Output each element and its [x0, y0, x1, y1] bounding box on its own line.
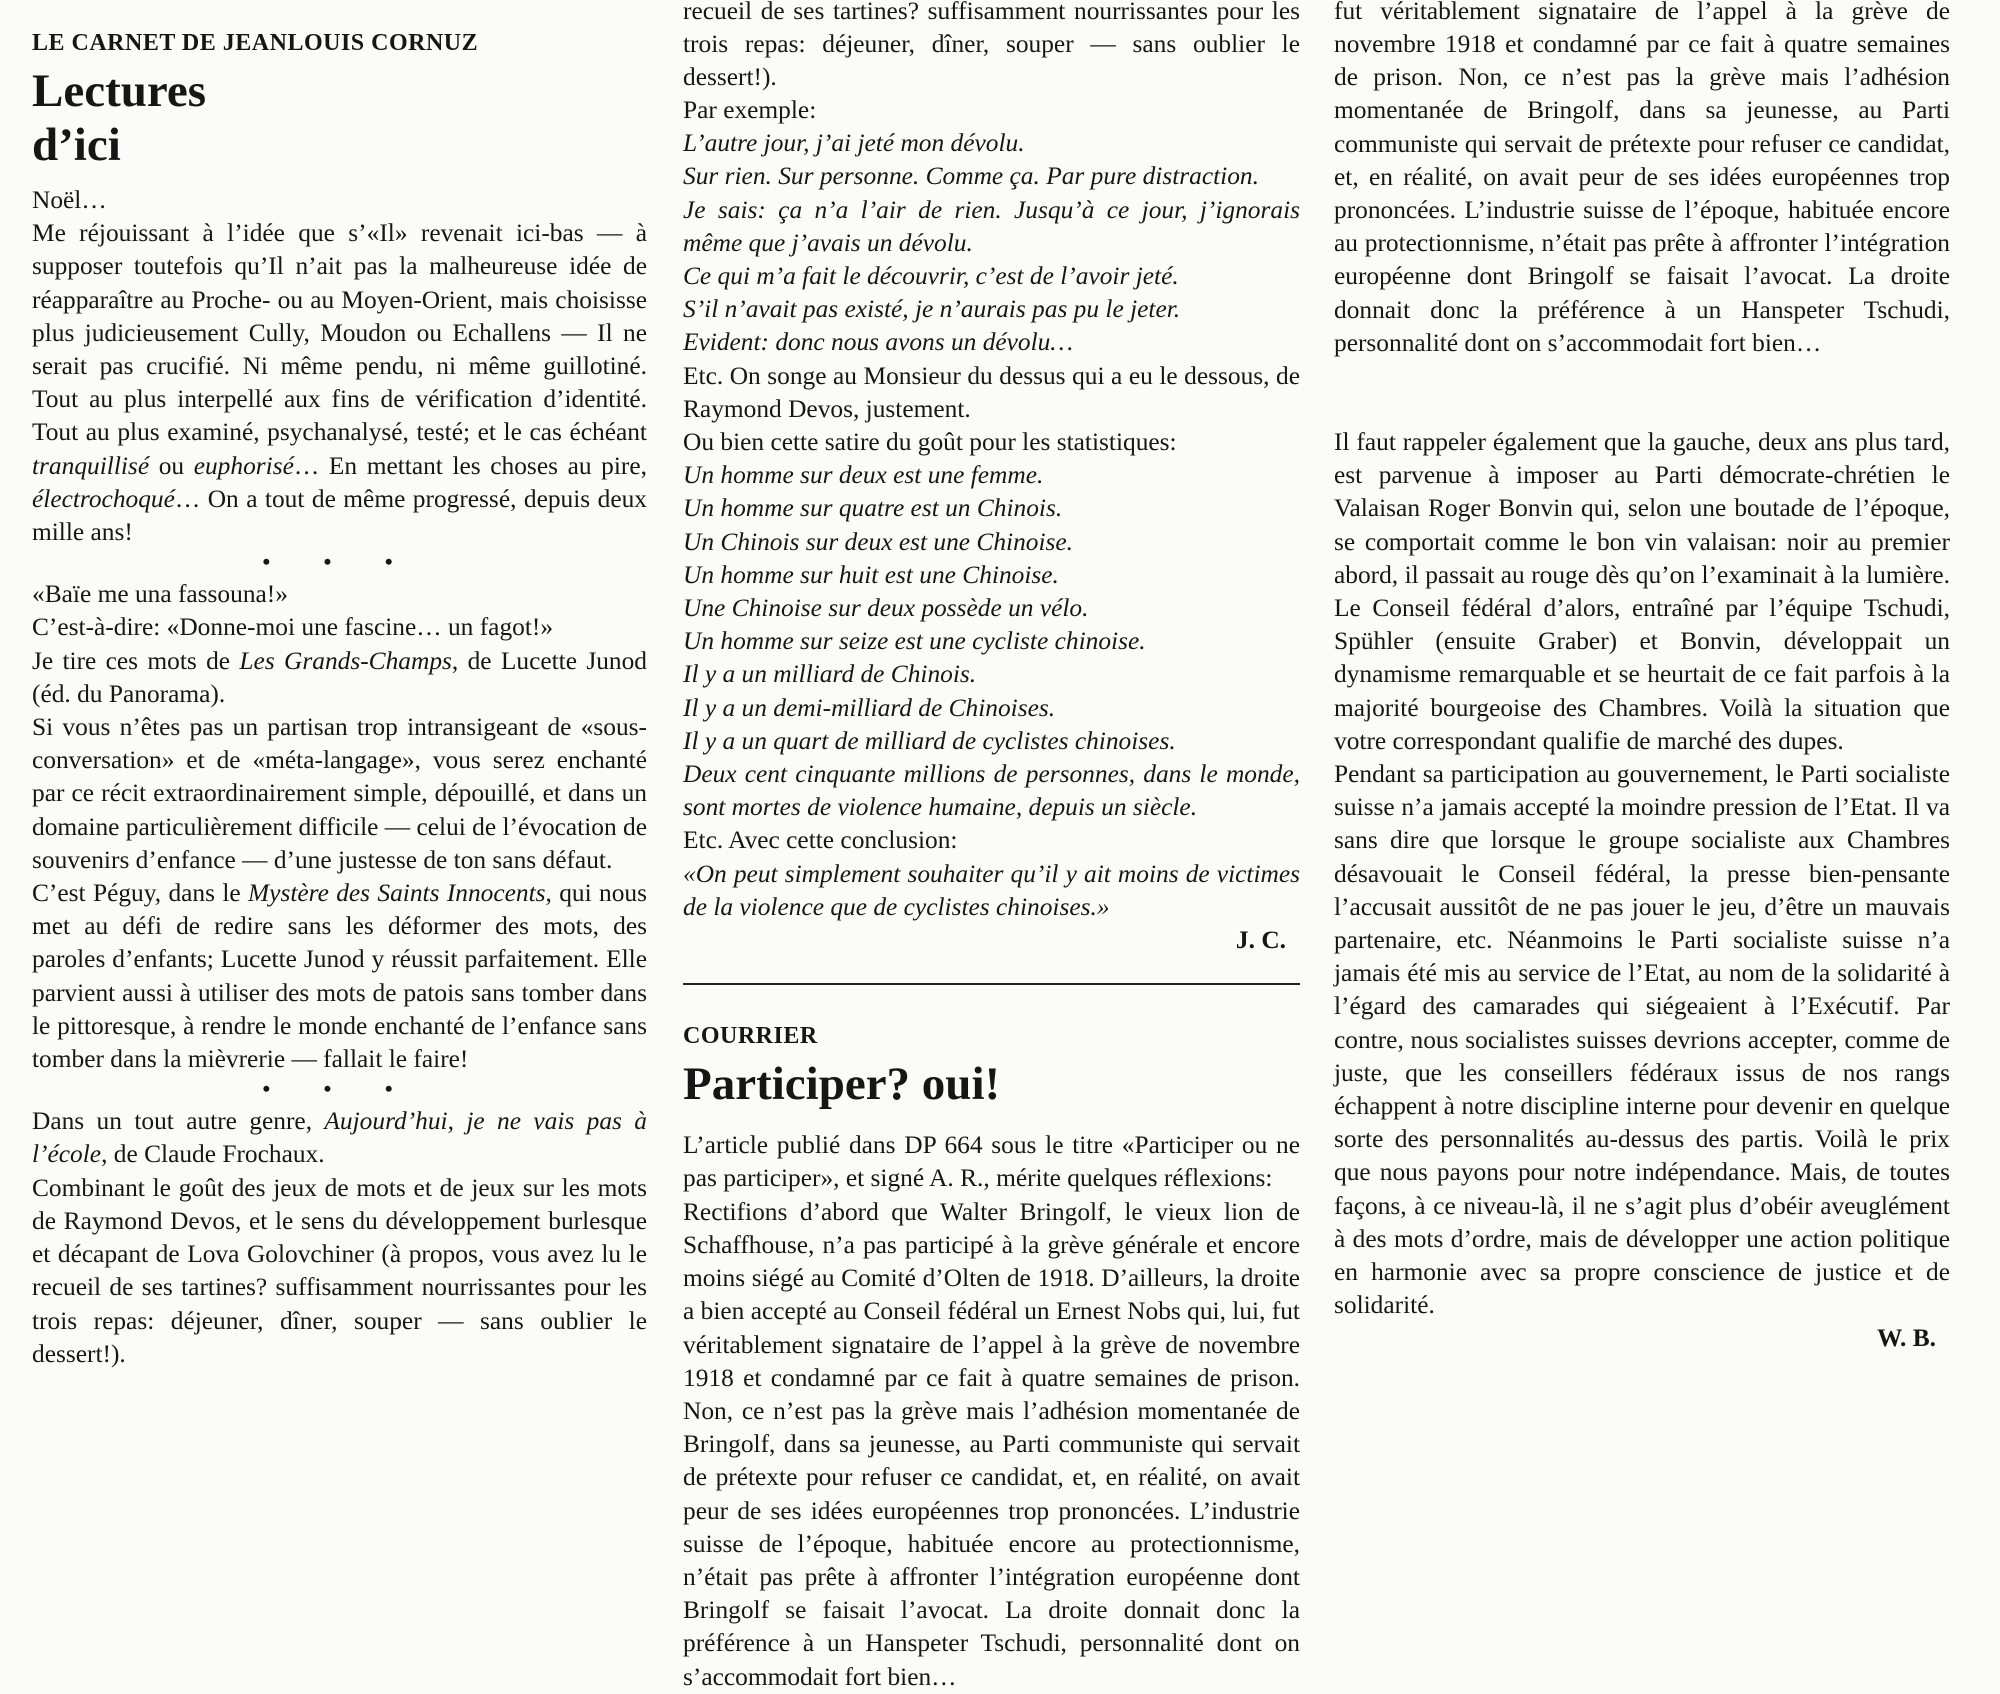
article-divider	[683, 983, 1300, 985]
book-title: Les Grands-Champs	[239, 646, 452, 675]
article2-paragraph-continued: Rectifions d’abord que Walter Bringolf, le vieux lion de Schaffhouse, n’a pas participé à la grève générale et encore moins siégé au Comité d’Olten de 1918. D’ailleurs, la droite a bien accepté au Conseil fédéral un Ernest Nobs qui, lui, fut véritablement signataire de l’appel à la grève de novembre 1918 et condamné par ce fait à quatre semaines de prison. Non, ce n’est pas la grève mais l’adhésion momentanée de Bringolf, dans sa jeunesse, au Parti communiste qui servait de prétexte pour refuser ce candidat, et, en réalité, on avait peur de ses idées européennes trop prononcées. L’industrie suisse de l’époque, habituée encore au protectionnisme, n’était pas prête à affronter l’intégration européenne dont Bringolf se faisait l’avocat. La droite donnait donc la préférence à un Hanspeter Tschudi, personnalité dont on s’accommodait fort bien…	[683, 1197, 1300, 1691]
book-title: Mystère des Saints Innocents	[248, 879, 546, 908]
column-2	[683, 0, 1300, 1691]
article2-signature: W. B.	[1876, 1324, 1936, 1353]
article1-paragraph	[32, 217, 647, 549]
text-span: Je tire ces mots de	[32, 646, 240, 675]
italic-span: tranquillisé	[32, 451, 150, 480]
poem-line: Sur rien. Sur personne. Comme ça. Par pure distraction.	[683, 162, 1259, 191]
text-span: , qui nous met au défi de redire sans les déformer des mots, des paroles d’enfants; Lucette Junod y réussit parfaitement. Elle parvient aussi à utiliser des mots de patois sans tomber dans le pittoresque, à rendre le monde enchanté de l’enfance sans tomber dans la mièvrerie — fallait le faire!	[32, 879, 647, 1074]
poem-line: Je sais: ça n’a l’air de rien. Jusqu’à ce jour, j’ignorais même que j’avais un dévolu.	[683, 195, 1300, 257]
italic-span: euphorisé	[193, 451, 294, 480]
poem-line: Un homme sur quatre est un Chinois.	[683, 494, 1063, 523]
article2-paragraph: Il faut rappeler également que la gauche, deux ans plus tard, est parvenue à imposer au Parti démocrate-chrétien le Valaisan Roger Bonvin qui, selon une boutade de l’époque, se comportait comme le bon vin valaisan: noir au premier abord, il passait au rouge dès qu’on l’examinait à la lumière. Le Conseil fédéral d’alors, entraîné par l’équipe Tschudi, Spühler (ensuite Graber) et Bonvin, développait un dynamisme remarquable et se heurtait de ce fait parfois à la majorité bourgeoise des Chambres. Voilà la situation que votre correspondant qualifie de marché des dupes.	[1334, 428, 1950, 755]
poem-line: S’il n’avait pas existé, je n’aurais pas pu le jeter.	[683, 295, 1181, 324]
text-span: C’est Péguy, dans le	[32, 879, 249, 908]
article1-paragraph: Etc. On songe au Monsieur du dessus qui a eu le dessous, de Raymond Devos, justement.	[683, 361, 1300, 423]
section-separator: • • •	[262, 549, 417, 575]
article1-title-line2: d’ici	[32, 119, 121, 171]
poem-line: Il y a un quart de milliard de cyclistes chinoises.	[683, 726, 1176, 755]
text-span: , de Lucette Junod (éd. du Panorama).	[32, 646, 647, 708]
article1-title-line1: Lectures	[32, 65, 207, 117]
text-span: Dans un tout autre genre,	[32, 1107, 325, 1136]
section-separator: • • •	[262, 1076, 417, 1102]
poem-line: Il y a un milliard de Chinois.	[683, 660, 977, 689]
column-1	[32, 28, 648, 1368]
poem-line: Un Chinois sur deux est une Chinoise.	[683, 527, 1074, 556]
article2-kicker: COURRIER	[683, 1023, 818, 1050]
article1-paragraph	[32, 877, 647, 1076]
article1-paragraph: C’est-à-dire: «Donne-moi une fascine… un fagot!»	[32, 613, 554, 642]
article1-paragraph-continuation	[683, 0, 1300, 94]
article1-quote: «On peut simplement souhaiter qu’il y ait moins de victimes de la violence que de cyclistes chinoises.»	[683, 859, 1300, 921]
poem-statistics	[683, 459, 1300, 824]
poem-line: Un homme sur deux est une femme.	[683, 461, 1044, 490]
article1-paragraph-continued: Combinant le goût des jeux de mots et de jeux sur les mots de Raymond Devos, et le sens du développement burlesque et décapant de Lova Golovchiner (à propos, vous avez lu le recueil de ses tartines? suffisamment nourrissantes pour les trois repas: déjeuner, dîner, souper — sans oublier le dessert!).	[32, 1173, 647, 1368]
poem-line: Il y a un demi-milliard de Chinoises.	[683, 693, 1056, 722]
poem-line: Evident: donc nous avons un dévolu…	[683, 328, 1073, 357]
article1-paragraph: Par exemple:	[683, 96, 817, 124]
poem-devolu	[683, 127, 1300, 359]
article1-signature: J. C.	[1235, 926, 1286, 955]
article1-paragraph: Noël…	[32, 186, 107, 214]
column-3	[1334, 0, 1950, 1356]
text-span: Me réjouissant à l’idée que s’«Il» revenait ici-bas — à supposer toutefois qu’Il n’ait pas la malheureuse idée de réapparaître au Proche- ou au Moyen-Orient, mais choisisse plus judicieusement Cully, Moudon ou Echallens — Il ne serait pas crucifié. Ni même pendu, ni même guillotiné. Tout au plus interpellé aux fins de vérification d’identité. Tout au plus examiné, psychanalysé, testé; et le cas échéant	[32, 219, 647, 447]
poem-line: Un homme sur seize est une cycliste chinoise.	[683, 627, 1146, 656]
text-span: , de Claude Frochaux.	[101, 1140, 325, 1169]
article1-paragraph	[32, 1105, 647, 1171]
text-span: ou	[149, 451, 194, 480]
continuation-text: recueil de ses tartines? suffisamment nourrissantes pour les trois repas: déjeuner, dîner, souper — sans oublier le dessert!).	[683, 0, 1300, 92]
poem-line: Deux cent cinquante millions de personnes, dans le monde, sont mortes de violence humaine, depuis un siècle.	[683, 760, 1300, 822]
article2-title: Participer? oui!	[683, 1058, 1001, 1111]
article1-paragraph: «Baïe me una fassouna!»	[32, 580, 288, 609]
book-title: Aujourd’hui, je ne vais pas à l’école	[32, 1107, 647, 1169]
article1-paragraph: Etc. Avec cette conclusion:	[683, 826, 958, 855]
article1-paragraph: Ou bien cette satire du goût pour les statistiques:	[683, 428, 1177, 457]
text-span: … On a tout de même progressé, depuis deux mille ans!	[32, 484, 647, 547]
text-span: … En mettant les choses au pire,	[293, 451, 647, 480]
article1-paragraph: Si vous n’êtes pas un partisan trop intransigeant de «sous-conversation» et de «méta-langage», vous serez enchanté par ce récit extraordinairement simple, dépouillé, et dans un domaine particulièrement difficile — celui de l’évocation de souvenirs d’enfance — d’une justesse de ton sans défaut.	[32, 713, 648, 874]
poem-line: Ce qui m’a fait le découvrir, c’est de l’avoir jeté.	[683, 262, 1179, 291]
poem-line: L’autre jour, j’ai jeté mon dévolu.	[683, 129, 1025, 158]
article2-paragraph: L’article publié dans DP 664 sous le titre «Participer ou ne pas participer», et signé A. R., mérite quelques réflexions:	[683, 1131, 1300, 1193]
article1-paragraph	[32, 645, 647, 711]
italic-span: électrochoqué	[32, 484, 175, 513]
article2-paragraph: Pendant sa participation au gouvernement, le Parti socialiste suisse n’a jamais accepté la moindre pression de l’Etat. Il va sans dire que lorsque le groupe socialiste aux Chambres désavouait le Conseil fédéral, la presse bien-pensante l’accusait aussitôt de ne pas jouer le jeu, d’être un mauvais partenaire, etc. Néanmoins le Parti socialiste suisse n’a jamais été mis au service de l’Etat, au nom de la solidarité à l’égard des camarades qui siégeaient à l’Exécutif. Par contre, nous socialistes suisses devrions accepter, comme de juste, que les conseillers fédéraux issus de nos rangs échappent à notre discipline interne pour devenir en quelque sorte des personnalités au-dessus des partis. Voilà le prix que nous payons pour notre indépendance. Mais, de toutes façons, à ce niveau-là, il ne s’agit plus d’obéir aveuglément à des mots d’ordre, mais de développer une action politique en harmonie avec sa propre conscience de justice et de solidarité.	[1334, 760, 1950, 1320]
article1-title	[32, 64, 647, 172]
poem-line: Un homme sur huit est une Chinoise.	[683, 560, 1059, 589]
article1-kicker: LE CARNET DE JEANLOUIS CORNUZ	[32, 30, 479, 56]
poem-line: Une Chinoise sur deux possède un vélo.	[683, 594, 1089, 623]
continuation-text: fut véritablement signataire de l’appel à la grève de novembre 1918 et condamné par ce fait à quatre semaines de prison. Non, ce n’est pas la grève mais l’adhésion momentanée de Bringolf, dans sa jeunesse, au Parti communiste qui servait de prétexte pour refuser ce candidat, et, en réalité, on avait peur de ses idées européennes trop prononcées. L’industrie suisse de l’époque, habituée encore au protectionnisme, n’était pas prête à affronter l’intégration européenne dont Bringolf se faisait l’avocat. La droite donnait donc la préférence à un Hanspeter Tschudi, personnalité dont on s’accommodait fort bien…	[1334, 0, 1950, 357]
article2-paragraph-continuation	[1334, 0, 1950, 426]
